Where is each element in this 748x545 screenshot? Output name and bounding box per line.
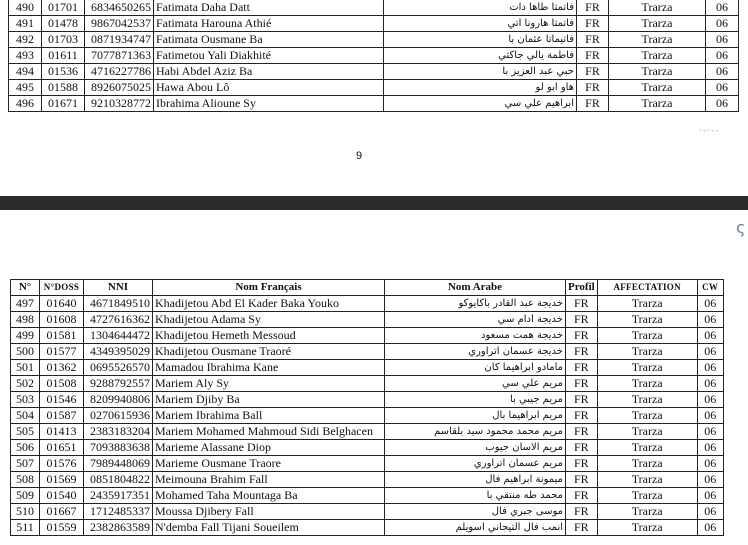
profil-code: FR [577,16,609,32]
name-french: Fatimata Harouna Athié [154,16,384,32]
affectation: Trarza [597,472,697,488]
name-arabic: موسى جبري فال [385,504,566,520]
cw-code: 06 [706,0,739,16]
dossier-number: 01559 [40,520,84,536]
name-arabic: فاتمتا طاها دات [384,0,577,16]
dossier-number: 01671 [42,96,85,112]
name-french: Mariem Ibrahima Ball [153,408,385,424]
table-row [11,312,724,328]
dossier-number: 01667 [40,504,84,520]
profil-code: FR [566,392,598,408]
page-separator [0,196,748,210]
profil-code: FR [566,520,598,536]
dossier-number: 01703 [42,32,85,48]
affectation: Trarza [597,424,697,440]
cw-code: 06 [697,488,723,504]
name-arabic: فاطمة يالي جاكتي [384,48,577,64]
table-header-row [11,280,724,296]
name-french: Mariem Mohamed Mahmoud Sidi Belghacen [153,424,385,440]
cw-code: 06 [706,48,739,64]
dossier-number: 01581 [40,328,84,344]
dossier-number: 01569 [40,472,84,488]
row-number: 493 [9,48,42,64]
registry-table-bottom [10,279,724,536]
profil-code: FR [566,344,598,360]
affectation: Trarza [609,80,706,96]
row-number: 509 [11,488,40,504]
cw-code: 06 [697,376,723,392]
row-number: 501 [11,360,40,376]
nni-number: 2383183204 [84,424,153,440]
affectation: Trarza [597,328,697,344]
dossier-number: 01478 [42,16,85,32]
profil-code: FR [566,504,598,520]
dossier-number: 01577 [40,344,84,360]
affectation: Trarza [597,408,697,424]
row-number: 504 [11,408,40,424]
table-row [11,504,724,520]
profil-code: FR [566,408,598,424]
name-arabic: مريم محمد محمود سيد بلقاسم [385,424,566,440]
affectation: Trarza [597,392,697,408]
table-row [11,424,724,440]
profil-code: FR [577,96,609,112]
table-row [9,16,739,32]
name-french: Habi Abdel Aziz Ba [154,64,384,80]
document-page-bottom [0,210,748,545]
nni-number: 8926075025 [85,80,154,96]
profil-code: FR [566,456,598,472]
nni-number: 8209940806 [84,392,153,408]
dossier-number: 01536 [42,64,85,80]
profil-code: FR [577,64,609,80]
row-number: 495 [9,80,42,96]
registry-table-top-body [9,0,739,112]
name-arabic: مريم الاسان جيوب [385,440,566,456]
name-arabic: مريم علي سي [385,376,566,392]
profil-code: FR [566,472,598,488]
name-french: Khadijetou Ousmane Traoré [153,344,385,360]
affectation: Trarza [597,504,697,520]
profil-code: FR [566,488,598,504]
table-row [9,96,739,112]
scan-artifact-mark: ς [736,218,746,237]
header-nom-francais: Nom Français [153,280,385,296]
header-profil: Profil [566,280,598,296]
dossier-number: 01640 [40,296,84,312]
name-arabic: خديجة عسمان اتراوري [385,344,566,360]
name-arabic: ابراهيم علي سي [384,96,577,112]
name-french: Mohamed Taha Mountaga Ba [153,488,385,504]
name-french: Khadijetou Hemeth Messoud [153,328,385,344]
name-french: Marieme Alassane Diop [153,440,385,456]
nni-number: 1712485337 [84,504,153,520]
name-arabic: مريم عسمان اتراوري [385,456,566,472]
name-arabic: محمد طه منتقي با [385,488,566,504]
profil-code: FR [566,376,598,392]
cw-code: 06 [697,440,723,456]
nni-number: 9867042537 [85,16,154,32]
affectation: Trarza [609,96,706,112]
row-number: 511 [11,520,40,536]
profil-code: FR [577,48,609,64]
cw-code: 06 [697,520,723,536]
name-arabic: خديجة عبد القادر باكايوكو [385,296,566,312]
name-arabic: هاو ابو لو [384,80,577,96]
profil-code: FR [566,312,598,328]
affectation: Trarza [609,0,706,16]
nni-number: 1304644472 [84,328,153,344]
cw-code: 06 [697,504,723,520]
row-number: 503 [11,392,40,408]
name-french: Marieme Ousmane Traore [153,456,385,472]
affectation: Trarza [597,360,697,376]
dossier-number: 01576 [40,456,84,472]
row-number: 499 [11,328,40,344]
nni-number: 4727616362 [84,312,153,328]
affectation: Trarza [597,312,697,328]
row-number: 491 [9,16,42,32]
dossier-number: 01651 [40,440,84,456]
name-arabic: مامادو ابراهيما كان [385,360,566,376]
nni-number: 4671849510 [84,296,153,312]
affectation: Trarza [597,520,697,536]
affectation: Trarza [609,32,706,48]
name-french: Ibrahima Alioune Sy [154,96,384,112]
nni-number: 7077871363 [85,48,154,64]
cw-code: 06 [697,392,723,408]
nni-number: 2382863589 [84,520,153,536]
nni-number: 4349395029 [84,344,153,360]
table-row [9,64,739,80]
table-row [11,360,724,376]
name-arabic: فاتيماتا عثمان با [384,32,577,48]
cw-code: 06 [706,32,739,48]
name-arabic: خديجة ادام سي [385,312,566,328]
dossier-number: 01611 [42,48,85,64]
dossier-number: 01587 [40,408,84,424]
cw-code: 06 [697,312,723,328]
table-row [11,488,724,504]
table-row [11,376,724,392]
profil-code: FR [566,296,598,312]
dossier-number: 01546 [40,392,84,408]
nni-number: 2435917351 [84,488,153,504]
row-number: 507 [11,456,40,472]
table-row [11,408,724,424]
header-affectation: AFFECTATION [597,280,697,296]
affectation: Trarza [597,440,697,456]
dossier-number: 01540 [40,488,84,504]
table-row [11,296,724,312]
table-row [9,80,739,96]
table-row [9,48,739,64]
name-french: Mamadou Ibrahima Kane [153,360,385,376]
name-french: Hawa Abou Lô [154,80,384,96]
dossier-number: 01362 [40,360,84,376]
header-dossier: N°DOSS [40,280,84,296]
name-french: Khadijetou Adama Sy [153,312,385,328]
row-number: 505 [11,424,40,440]
row-number: 508 [11,472,40,488]
cw-code: 06 [697,472,723,488]
name-arabic: انمب فال التيجاني اسويلم [385,520,566,536]
table-row [11,472,724,488]
profil-code: FR [577,32,609,48]
row-number: 510 [11,504,40,520]
affectation: Trarza [597,376,697,392]
cw-code: 06 [697,424,723,440]
cw-code: 06 [697,328,723,344]
table-row [9,32,739,48]
cw-code: 06 [706,64,739,80]
affectation: Trarza [597,344,697,360]
profil-code: FR [566,440,598,456]
table-row [9,0,739,16]
header-nom-arabe: Nom Arabe [385,280,566,296]
name-arabic: ميمونة ابراهيم فال [385,472,566,488]
table-row [11,392,724,408]
cw-code: 06 [706,16,739,32]
row-number: 500 [11,344,40,360]
name-arabic: مريم ابراهيما بال [385,408,566,424]
registry-table-top [8,0,739,112]
profil-code: FR [566,328,598,344]
affectation: Trarza [597,296,697,312]
profil-code: FR [566,424,598,440]
cw-code: 06 [697,360,723,376]
nni-number: 9288792557 [84,376,153,392]
cw-code: 06 [697,456,723,472]
row-number: 506 [11,440,40,456]
header-cw: CW [697,280,723,296]
name-arabic: خديجة همت مسعود [385,328,566,344]
nni-number: 0871934747 [85,32,154,48]
nni-number: 0270615936 [84,408,153,424]
row-number: 492 [9,32,42,48]
document-page-top [0,0,748,196]
nni-number: 4716227786 [85,64,154,80]
row-number: 496 [9,96,42,112]
cw-code: 06 [697,344,723,360]
name-arabic: حبي عبد العزيز با [384,64,577,80]
nni-number: 6834650265 [85,0,154,16]
page-number: 9 [356,150,363,162]
affectation: Trarza [609,48,706,64]
nni-number: 7989448069 [84,456,153,472]
name-french: Mariem Djiby Ba [153,392,385,408]
affectation: Trarza [597,488,697,504]
name-arabic: مريم جيبي با [385,392,566,408]
profil-code: FR [566,360,598,376]
name-french: Meimouna Brahim Fall [153,472,385,488]
nni-number: 9210328772 [85,96,154,112]
name-french: N'demba Fall Tijani Soueilem [153,520,385,536]
nni-number: 0695526570 [84,360,153,376]
dossier-number: 01413 [40,424,84,440]
row-number: 497 [11,296,40,312]
name-arabic: فاتمتا هارونا اتي [384,16,577,32]
table-row [11,456,724,472]
affectation: Trarza [609,16,706,32]
header-nni: NNI [84,280,153,296]
name-french: Moussa Djibery Fall [153,504,385,520]
dossier-number: 01508 [40,376,84,392]
cw-code: 06 [697,296,723,312]
name-french: Fatimetou Yali Diakhité [154,48,384,64]
scan-artifact-mark: ·-·-- [699,126,720,136]
dossier-number: 01701 [42,0,85,16]
table-row [11,520,724,536]
row-number: 490 [9,0,42,16]
dossier-number: 01608 [40,312,84,328]
name-french: Khadijetou Abd El Kader Baka Youko [153,296,385,312]
nni-number: 7093883638 [84,440,153,456]
cw-code: 06 [706,96,739,112]
registry-table-bottom-body [11,296,724,536]
table-row [11,440,724,456]
profil-code: FR [577,0,609,16]
affectation: Trarza [609,64,706,80]
row-number: 502 [11,376,40,392]
profil-code: FR [577,80,609,96]
dossier-number: 01588 [42,80,85,96]
nni-number: 0851804822 [84,472,153,488]
cw-code: 06 [706,80,739,96]
name-french: Fatimata Daha Datt [154,0,384,16]
row-number: 494 [9,64,42,80]
row-number: 498 [11,312,40,328]
name-french: Mariem Aly Sy [153,376,385,392]
table-row [11,328,724,344]
affectation: Trarza [597,456,697,472]
cw-code: 06 [697,408,723,424]
name-french: Fatimata Ousmane Ba [154,32,384,48]
table-row [11,344,724,360]
header-number: N° [11,280,40,296]
